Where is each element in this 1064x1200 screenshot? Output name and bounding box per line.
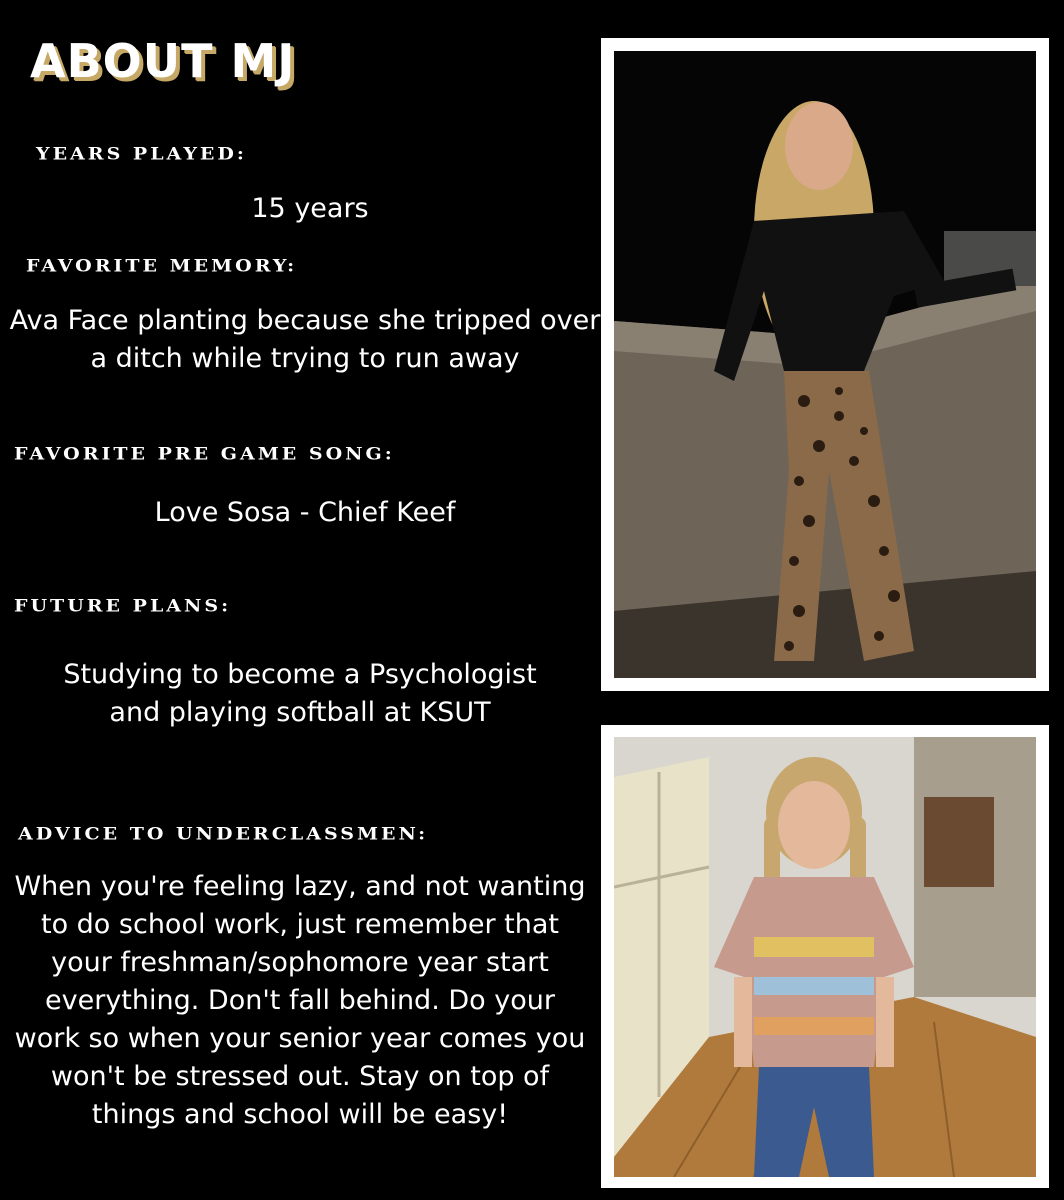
pre-game-song-value: Love Sosa - Chief Keef <box>154 497 456 528</box>
favorite-memory-label: FAVORITE MEMORY: <box>26 256 298 276</box>
page-title: ABOUT MJ <box>30 34 296 88</box>
future-plans-value: Studying to become a Psychologist and playing softball at KSUT <box>63 659 537 728</box>
advice-value: When you're feeling lazy, and not wanting to do school work, just remember that your freshman/sophomore year start everything. Don't fall behind. Do your work so when your senior year comes you won't be stressed out. Stay on top of things and school will be easy! <box>14 871 586 1130</box>
future-plans-label: FUTURE PLANS: <box>14 596 232 616</box>
bottom-photo-frame <box>601 725 1049 1188</box>
advice-label: ADVICE TO UNDERCLASSMEN: <box>18 824 429 844</box>
years-played-label: YEARS PLAYED: <box>36 144 247 164</box>
child-photo <box>614 737 1036 1177</box>
teen-photo <box>614 51 1036 678</box>
years-played-value: 15 years <box>251 193 369 224</box>
pre-game-song-label: FAVORITE PRE GAME SONG: <box>14 444 395 464</box>
favorite-memory-value: Ava Face planting because she tripped over a ditch while trying to run away <box>9 305 601 374</box>
top-photo-frame <box>601 38 1049 691</box>
